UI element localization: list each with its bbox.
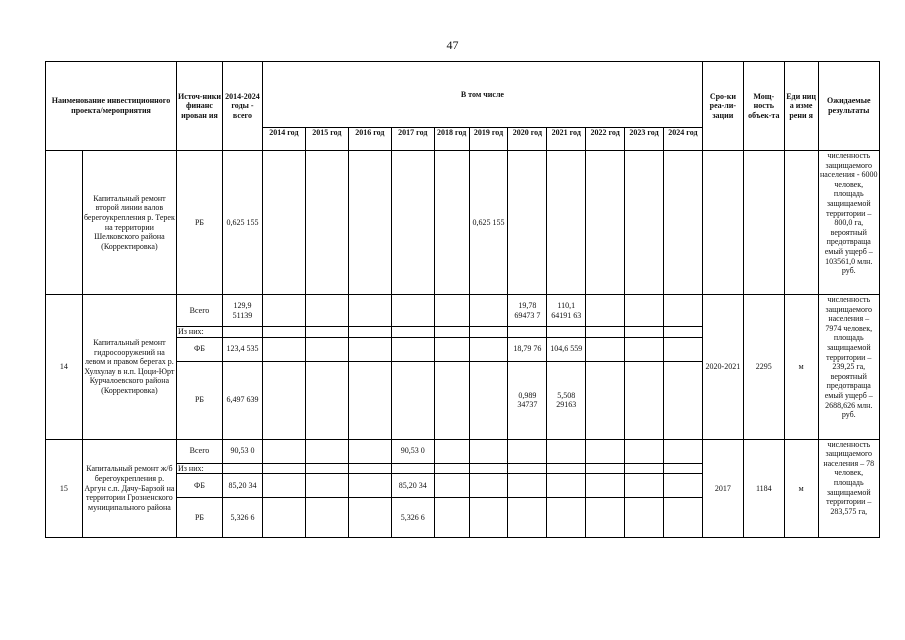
- table-row: [46, 439, 880, 463]
- header-term: Сро-ки реа-ли-зации: [702, 62, 743, 151]
- year-2020-value: 18,79 76: [508, 337, 547, 361]
- year-header: 2021 год: [547, 128, 586, 151]
- expected-result: численность защищаемого населения - 6000 человек, площадь защищаемой территории – 800,0 га, вероятный предотвраща емый ущерб – 103561,0 млн. руб.: [818, 151, 880, 295]
- expected-result: численность защищаемого населения – 7974 человек, площадь защищаемой территории – 239,25 га, вероятный предотвраща емый ущерб – 2688,626 млн. руб.: [818, 295, 880, 440]
- funding-source: РБ: [176, 361, 222, 439]
- table-row: [46, 151, 880, 295]
- project-name: Капитальный ремонт ж/б берегоукрепления р. Аргун с.п. Дачу-Барзой на территории Грозненского муниципального района: [82, 439, 176, 538]
- total-value: 129,9 51139: [223, 295, 263, 327]
- year-2021-value: 5,508 29163: [547, 361, 586, 439]
- header-unit: Еди ниц а изме рени я: [784, 62, 818, 151]
- funding-source: Всего: [176, 439, 222, 463]
- funding-source: Из них:: [176, 327, 222, 338]
- funding-source: РБ: [176, 498, 222, 538]
- header-source: Источ-ники финанс ирован ия: [176, 62, 222, 151]
- unit: м: [784, 439, 818, 538]
- year-header: 2018 год: [434, 128, 469, 151]
- year-header: 2023 год: [625, 128, 664, 151]
- total-value: 5,326 6: [223, 498, 263, 538]
- header-capacity: Мощ-ность объек-та: [743, 62, 784, 151]
- total-value: 85,20 34: [223, 474, 263, 498]
- expected-result: численность защищаемого населения – 78 человек, площадь защищаемой территории – 283,575 га,: [818, 439, 880, 538]
- year-2017-value: 85,20 34: [391, 474, 434, 498]
- year-header: 2022 год: [586, 128, 625, 151]
- project-name: Капитальный ремонт второй линии валов берегоукрепления р. Терек на территории Шелковского района (Корректировка): [82, 151, 176, 295]
- year-header: 2016 год: [348, 128, 391, 151]
- row-number: 15: [46, 439, 83, 538]
- page-number: 47: [446, 38, 459, 52]
- year-2020-value: 19,78 69473 7: [508, 295, 547, 327]
- total-value: 0,625 155: [223, 151, 263, 295]
- unit: м: [784, 295, 818, 440]
- funding-source: РБ: [176, 151, 222, 295]
- row-number-cell: [46, 151, 83, 295]
- year-header: 2015 год: [305, 128, 348, 151]
- year-header: 2014 год: [262, 128, 305, 151]
- total-value: 123,4 535: [223, 337, 263, 361]
- funding-source: Всего: [176, 295, 222, 327]
- term: 2020-2021: [702, 295, 743, 440]
- year-2021-value: 110,1 64191 63: [547, 295, 586, 327]
- year-header: 2019 год: [469, 128, 508, 151]
- funding-source: ФБ: [176, 337, 222, 361]
- total-value: 90,53 0: [223, 439, 263, 463]
- total-value: 6,497 639: [223, 361, 263, 439]
- funding-source: ФБ: [176, 474, 222, 498]
- capacity: 2295: [743, 295, 784, 440]
- year-2017-value: 5,326 6: [391, 498, 434, 538]
- header-name: Наименование инвестиционного проекта/мероприятия: [46, 62, 177, 151]
- table-row: [46, 295, 880, 327]
- project-name: Капитальный ремонт гидросооружений на левом и правом берегах р. Хулхулау в н.п. Цоци-Юрт Курчалоевского района (Корректировка): [82, 295, 176, 440]
- year-header: 2017 год: [391, 128, 434, 151]
- year-2017-value: 90,53 0: [391, 439, 434, 463]
- investment-projects-table: [45, 61, 880, 538]
- year-2020-value: 0,989 34737: [508, 361, 547, 439]
- header-expected: Ожидаемые результаты: [818, 62, 880, 151]
- row-number: 14: [46, 295, 83, 440]
- year-header: 2024 год: [663, 128, 702, 151]
- funding-source: Из них:: [176, 463, 222, 474]
- term: 2017: [702, 439, 743, 538]
- header-period-total: 2014-2024 годы - всего: [223, 62, 263, 151]
- header-including: В том числе: [262, 62, 702, 128]
- capacity: 1184: [743, 439, 784, 538]
- year-2019-value: 0,625 155: [469, 151, 508, 295]
- year-2021-value: 104,6 559: [547, 337, 586, 361]
- year-header: 2020 год: [508, 128, 547, 151]
